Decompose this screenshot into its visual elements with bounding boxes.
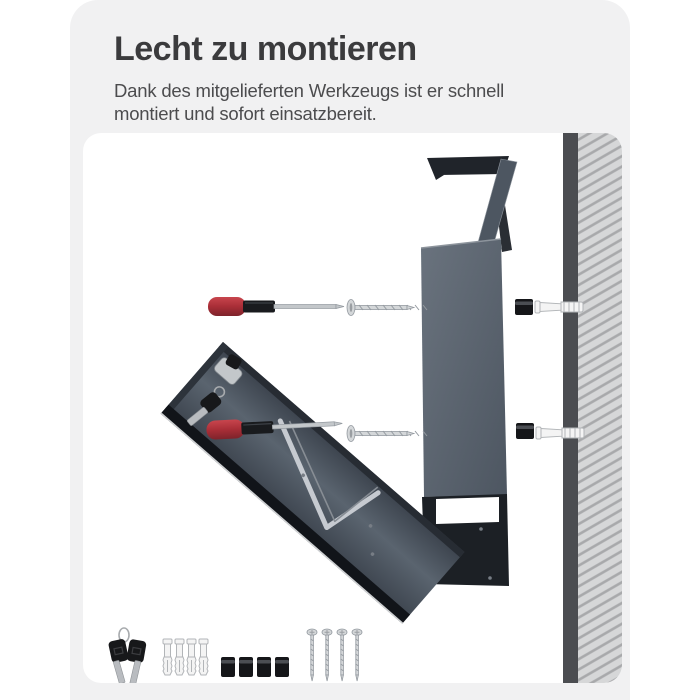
screws-set xyxy=(307,629,362,681)
wall xyxy=(563,133,622,683)
page-title: Lecht zu montieren xyxy=(114,30,417,68)
keys-icon xyxy=(108,628,147,683)
feature-header xyxy=(114,0,594,125)
upper-mounting-set xyxy=(208,297,583,316)
spacers-set xyxy=(221,657,289,677)
mailbox-body xyxy=(421,239,507,497)
mounting-illustration xyxy=(83,133,622,683)
wall-plugs-set xyxy=(163,639,208,675)
accessory-kit xyxy=(108,628,362,683)
page-subtitle: Dank des mitgelieferten Werkzeugs ist er schnell montiert und sofort einsatzbereit. xyxy=(114,80,505,124)
mailbox xyxy=(421,156,517,586)
feature-panel xyxy=(70,0,630,700)
mailbox-door xyxy=(161,342,465,624)
product-image-card xyxy=(83,133,622,683)
